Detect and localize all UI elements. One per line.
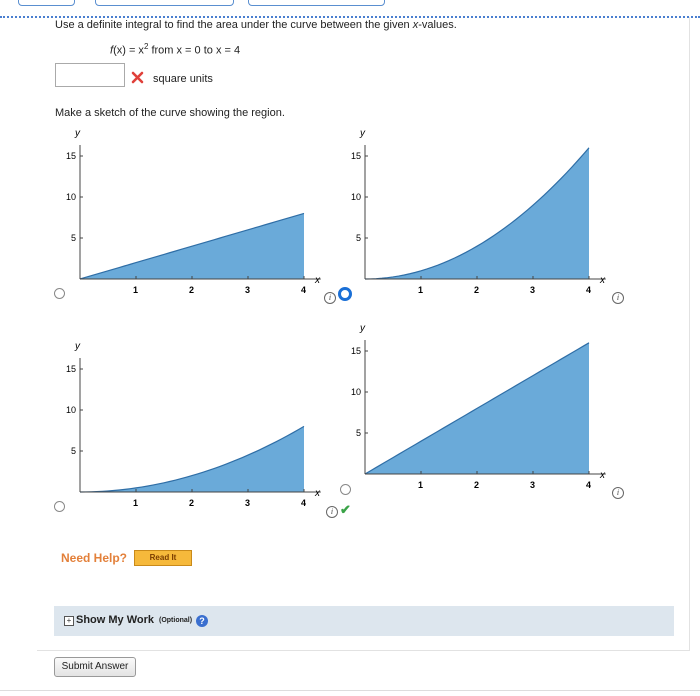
x-tick-label: 3 xyxy=(245,498,251,508)
y-tick-label: 5 xyxy=(70,446,76,456)
y-tick-label: 15 xyxy=(65,151,76,161)
x-tick-label: 2 xyxy=(189,498,195,508)
info-icon[interactable]: i xyxy=(612,292,624,304)
x-tick-label: 4 xyxy=(301,498,307,508)
y-tick-label: 5 xyxy=(355,233,361,243)
y-tick-label: 15 xyxy=(65,364,76,374)
y-tick-label: 10 xyxy=(65,405,76,415)
tab-box-3[interactable] xyxy=(248,0,385,6)
x-axis-label: x xyxy=(600,275,605,286)
bottom-divider xyxy=(0,690,700,691)
radio-option-c[interactable] xyxy=(54,501,65,512)
graph-option-d xyxy=(340,320,615,500)
x-tick-label: 1 xyxy=(418,480,424,490)
info-icon[interactable]: i xyxy=(612,487,624,499)
show-my-work-bar[interactable] xyxy=(54,606,674,636)
y-axis-label: y xyxy=(360,128,365,139)
need-help-label: Need Help? xyxy=(61,551,128,565)
radio-option-b[interactable] xyxy=(338,287,352,301)
x-tick-label: 2 xyxy=(474,285,480,295)
show-my-work-label[interactable]: Show My Work xyxy=(76,614,155,626)
x-tick-label: 4 xyxy=(586,480,592,490)
graph-option-c xyxy=(55,338,330,518)
x-tick-label: 3 xyxy=(530,285,536,295)
info-icon[interactable]: i xyxy=(326,506,338,518)
radio-option-d[interactable] xyxy=(340,484,351,495)
y-tick-label: 15 xyxy=(350,151,361,161)
submit-answer-button[interactable]: Submit Answer xyxy=(54,657,136,677)
x-axis-label: x xyxy=(315,488,320,499)
x-tick-label: 1 xyxy=(133,498,139,508)
expand-icon[interactable]: + xyxy=(64,616,74,626)
x-tick-label: 2 xyxy=(189,285,195,295)
function-expression: $f(x) = x^2$ from x = 0 to x = 4 xyxy=(110,42,241,57)
x-tick-label: 1 xyxy=(133,285,139,295)
x-tick-label: 4 xyxy=(586,285,592,295)
y-tick-label: 15 xyxy=(350,346,361,356)
y-tick-label: 5 xyxy=(355,428,361,438)
graph-option-a xyxy=(55,125,330,305)
x-tick-label: 3 xyxy=(245,285,251,295)
y-axis-label: y xyxy=(75,341,80,352)
x-tick-label: 1 xyxy=(418,285,424,295)
y-tick-label: 10 xyxy=(65,192,76,202)
read-it-button[interactable]: Read It xyxy=(134,550,192,566)
y-tick-label: 10 xyxy=(350,387,361,397)
x-tick-label: 3 xyxy=(530,480,536,490)
shaded-region xyxy=(365,148,589,279)
help-icon[interactable]: ? xyxy=(196,615,208,627)
y-tick-label: 5 xyxy=(70,233,76,243)
info-icon[interactable]: i xyxy=(324,292,336,304)
x-axis-label: x xyxy=(600,470,605,481)
correct-check-icon: ✔ xyxy=(340,502,351,517)
question-text: Use a definite integral to find the area under the curve between the given x-values. xyxy=(55,19,457,31)
tab-box-1[interactable] xyxy=(18,0,75,6)
shaded-region xyxy=(80,426,304,492)
tab-box-2[interactable] xyxy=(95,0,234,6)
graph-option-b xyxy=(340,125,615,305)
units-label: square units xyxy=(153,73,213,85)
x-tick-label: 4 xyxy=(301,285,307,295)
area-answer-input[interactable] xyxy=(55,63,125,87)
optional-label: (Optional) xyxy=(159,617,193,624)
x-tick-label: 2 xyxy=(474,480,480,490)
incorrect-x-icon xyxy=(131,71,144,84)
y-axis-label: y xyxy=(360,323,365,334)
y-tick-label: 10 xyxy=(350,192,361,202)
x-axis-label: x xyxy=(315,275,320,286)
sketch-prompt: Make a sketch of the curve showing the region. xyxy=(55,107,285,119)
y-axis-label: y xyxy=(75,128,80,139)
radio-option-a[interactable] xyxy=(54,288,65,299)
